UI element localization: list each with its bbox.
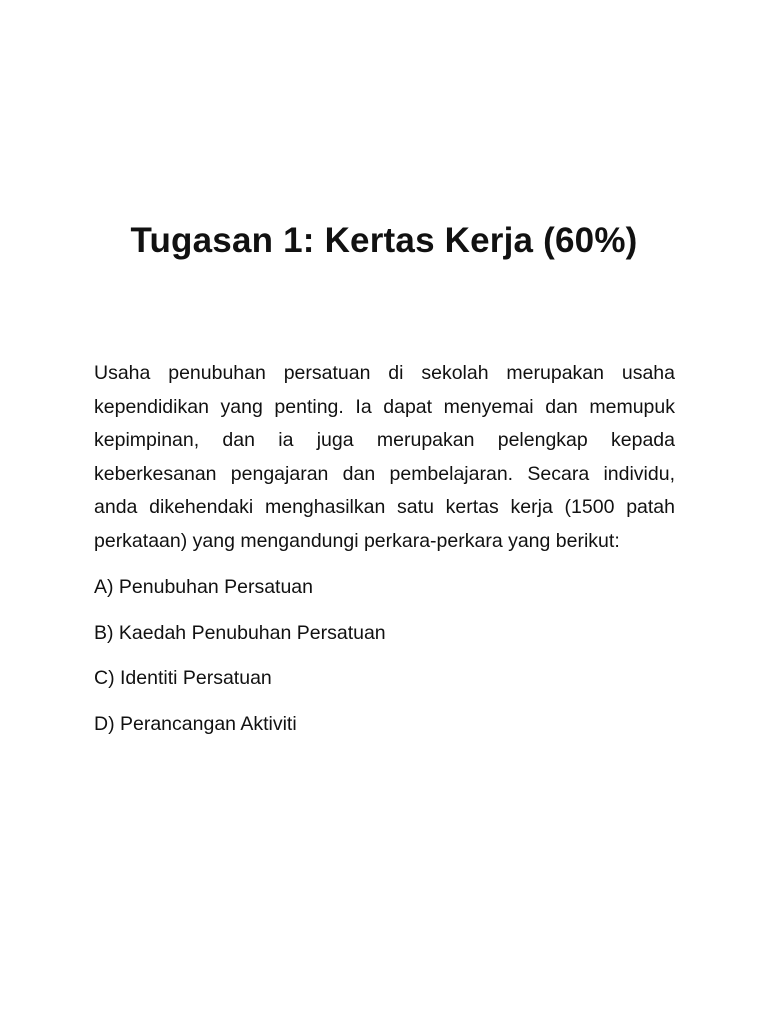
topic-item-c: C) Identiti Persatuan bbox=[94, 667, 272, 689]
topic-item-b: B) Kaedah Penubuhan Persatuan bbox=[94, 621, 386, 644]
instruction-paragraph: Usaha penubuhan persatuan di sekolah merupakan usaha kependidikan yang penting. Ia dapat menyemai dan memupuk kepimpinan, dan ia juga merupakan pelengkap kepada keberkesanan pengajaran dan pembelajaran. Secara individu, anda dikehendaki menghasilkan satu kertas kerja (1500 patah perkataan) yang mengandungi perkara-perkara yang berikut: bbox=[94, 362, 675, 552]
topic-item-d: D) Perancangan Aktiviti bbox=[94, 712, 297, 735]
topic-list bbox=[94, 572, 675, 754]
topic-item-a: A) Penubuhan Persatuan bbox=[94, 576, 313, 598]
document-title: Tugasan 1: Kertas Kerja (60%) bbox=[130, 221, 638, 260]
